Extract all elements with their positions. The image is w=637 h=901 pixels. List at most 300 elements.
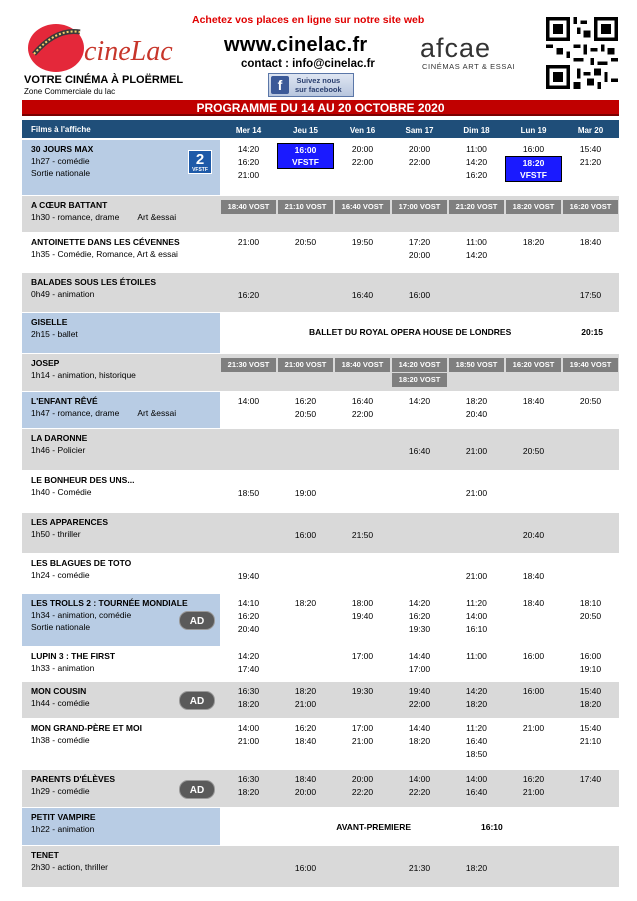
day-cell xyxy=(220,392,277,428)
showtime[interactable]: 18:40 xyxy=(522,571,545,581)
day-cell xyxy=(562,233,619,272)
film-info xyxy=(22,770,220,807)
showtime[interactable]: 16:20 xyxy=(294,396,317,406)
spacer xyxy=(220,474,277,487)
day-cell xyxy=(505,140,562,195)
showtime[interactable]: 14:40 xyxy=(408,723,431,733)
film-title[interactable]: LA DARONNE xyxy=(31,433,88,443)
film-duration-genre: 1h33 - animation xyxy=(31,663,95,673)
film-title[interactable]: JOSEP xyxy=(31,358,60,368)
showtime[interactable]: 20:00 xyxy=(408,250,431,260)
showtime[interactable]: 16:00 xyxy=(522,651,545,661)
showtime[interactable]: 18:40 xyxy=(294,736,317,746)
film-details xyxy=(31,734,220,746)
day-cell xyxy=(391,140,448,195)
showtime[interactable]: 20:00 xyxy=(294,787,317,797)
showtime[interactable]: 22:20 xyxy=(408,787,431,797)
film-row xyxy=(22,647,619,682)
film-details xyxy=(31,248,220,260)
day-cell xyxy=(505,770,562,807)
showtime[interactable]: 16:40 xyxy=(351,396,374,406)
showtime[interactable]: 17:40 xyxy=(579,774,602,784)
facebook-icon: f xyxy=(271,76,289,94)
day-cell xyxy=(277,273,334,312)
day-cell xyxy=(334,846,391,887)
day-cell xyxy=(334,594,391,646)
showtime[interactable]: 16:20 xyxy=(408,611,431,621)
day-cell xyxy=(220,354,277,391)
day-cell xyxy=(505,429,562,470)
showtime[interactable]: 22:00 xyxy=(351,409,374,419)
showtime[interactable]: 21:00 xyxy=(237,170,260,180)
showtime[interactable]: 22:00 xyxy=(408,157,431,167)
showtime[interactable]: 14:00 xyxy=(465,774,488,784)
showtime[interactable]: 22:00 xyxy=(408,699,431,709)
showtime[interactable]: 15:40 xyxy=(579,686,602,696)
day-cell xyxy=(220,196,277,232)
day-cell xyxy=(448,233,505,272)
showtime[interactable]: 16:20 xyxy=(522,774,545,784)
film-row xyxy=(22,354,619,392)
film-duration-genre: 1h34 - animation, comédie xyxy=(31,610,132,620)
showtime-vost[interactable]: 16:40 VOST xyxy=(335,200,390,214)
showtime[interactable]: 14:00 xyxy=(465,611,488,621)
showtime[interactable]: 14:00 xyxy=(237,723,260,733)
day-cell xyxy=(391,273,448,312)
film-duration-genre: 2h30 - action, thriller xyxy=(31,862,109,872)
showtime[interactable]: 16:30 xyxy=(237,686,260,696)
day-cell xyxy=(448,719,505,769)
film-info xyxy=(22,719,220,769)
day-cell xyxy=(562,392,619,428)
day-cell xyxy=(562,594,619,646)
header-day: Dim 18 xyxy=(463,126,490,135)
spacer xyxy=(562,276,619,289)
showtime[interactable]: 18:20 xyxy=(237,787,260,797)
day-cell xyxy=(448,770,505,807)
day-cell xyxy=(220,647,277,681)
day-cell xyxy=(505,719,562,769)
showtime[interactable]: 22:00 xyxy=(351,157,374,167)
showtime[interactable]: 16:10 xyxy=(465,624,488,634)
showtime[interactable]: 18:50 xyxy=(237,488,260,498)
showtime[interactable]: 11:00 xyxy=(466,651,487,661)
film-title[interactable]: PARENTS D'ÉLÈVES xyxy=(31,774,116,784)
film-details xyxy=(31,861,220,873)
day-cell xyxy=(448,273,505,312)
showtime[interactable]: 20:50 xyxy=(579,611,602,621)
showtime[interactable]: 14:20 xyxy=(465,686,488,696)
showtime[interactable]: 20:15 xyxy=(581,327,603,337)
film-row xyxy=(22,846,619,888)
showtime[interactable]: 16:20 xyxy=(237,157,260,167)
showtime-vost[interactable]: 18:20 VOST xyxy=(392,373,447,387)
film-duration-genre: 1h44 - comédie xyxy=(31,698,90,708)
contact-email[interactable]: contact : info@cinelac.fr xyxy=(241,58,375,70)
showtime[interactable]: 14:00 xyxy=(408,774,431,784)
film-row xyxy=(22,392,619,429)
day-cell xyxy=(505,196,562,232)
showtime[interactable]: 20:40 xyxy=(465,409,488,419)
showtime[interactable]: 19:00 xyxy=(294,488,317,498)
day-cell xyxy=(505,554,562,593)
showtime-vost[interactable]: 21:10 VOST xyxy=(278,200,333,214)
showtime[interactable]: 19:30 xyxy=(408,624,431,634)
showtime[interactable]: 17:20 xyxy=(408,237,431,247)
day-cell xyxy=(562,471,619,512)
showtime[interactable]: 21:10 xyxy=(579,736,602,746)
showtime[interactable]: 17:40 xyxy=(237,664,260,674)
day-cell xyxy=(391,429,448,470)
film-title[interactable]: LES BLAGUES DE TOTO xyxy=(31,558,132,568)
programme-table xyxy=(22,120,619,888)
day-cell xyxy=(220,682,277,718)
film-row xyxy=(22,682,619,719)
showtime[interactable]: 14:10 xyxy=(237,598,260,608)
qr-code[interactable] xyxy=(546,17,618,89)
showtime[interactable]: 16:10 xyxy=(481,822,503,832)
spacer xyxy=(448,432,505,445)
showtime[interactable]: 20:50 xyxy=(579,396,602,406)
day-cell xyxy=(505,647,562,681)
film-duration-genre: 1h38 - comédie xyxy=(31,735,90,745)
showtime[interactable]: 16:00 xyxy=(522,686,545,696)
cinelac-logo xyxy=(24,18,184,74)
showtime[interactable]: 20:00 xyxy=(351,774,374,784)
day-cell xyxy=(277,471,334,512)
day-cell xyxy=(220,770,277,807)
showtime-vost[interactable]: 16:20 VOST xyxy=(563,200,618,214)
spacer xyxy=(391,849,448,862)
day-cell xyxy=(448,647,505,681)
day-cell xyxy=(220,513,277,553)
showtime[interactable]: 18:20 xyxy=(522,237,545,247)
showtime[interactable]: 17:00 xyxy=(351,723,374,733)
showtime[interactable]: 16:40 xyxy=(465,787,488,797)
day-cell xyxy=(391,719,448,769)
film-duration-genre: 1h22 - animation xyxy=(31,824,95,834)
showtime[interactable]: 18:40 xyxy=(294,774,317,784)
showtime[interactable]: 19:30 xyxy=(351,686,374,696)
film-info xyxy=(22,313,220,353)
showtime[interactable]: 16:40 xyxy=(465,736,488,746)
day-cell xyxy=(448,471,505,512)
showtime[interactable]: 17:50 xyxy=(579,290,602,300)
website-url[interactable]: www.cinelac.fr xyxy=(224,34,368,56)
showtime-vost[interactable]: 18:50 VOST xyxy=(449,358,504,372)
showtime[interactable]: 11:20 xyxy=(466,723,487,733)
showtime-vost[interactable]: 21:30 VOST xyxy=(221,358,276,372)
showtime[interactable]: 20:00 xyxy=(351,144,374,154)
afcae-tagline: CINÉMAS ART & ESSAI xyxy=(422,62,516,71)
showtime[interactable]: 16:00 xyxy=(294,863,317,873)
film-row xyxy=(22,196,619,233)
showtime[interactable]: 16:20 xyxy=(237,611,260,621)
day-cell xyxy=(391,846,448,887)
film-duration-genre: 0h49 - animation xyxy=(31,289,95,299)
showtime[interactable]: 16:20 xyxy=(237,290,260,300)
showtime[interactable]: 16:00 xyxy=(408,290,431,300)
day-cell xyxy=(277,682,334,718)
day-cell xyxy=(505,392,562,428)
film-title[interactable]: PETIT VAMPIRE xyxy=(31,812,96,822)
film-title[interactable]: GISELLE xyxy=(31,317,68,327)
showtime[interactable]: 18:20 xyxy=(465,396,488,406)
day-cell xyxy=(562,429,619,470)
header-day: Sam 17 xyxy=(405,126,434,135)
showtime[interactable]: 21:00 xyxy=(465,446,488,456)
day-cell xyxy=(334,196,391,232)
film-details xyxy=(31,369,220,381)
showtime[interactable]: 22:20 xyxy=(351,787,374,797)
film-title[interactable]: 30 JOURS MAX xyxy=(31,144,94,154)
film-title[interactable]: MON COUSIN xyxy=(31,686,87,696)
spacer xyxy=(391,432,448,445)
day-cell xyxy=(277,392,334,428)
showtime-vost[interactable]: 21:20 VOST xyxy=(449,200,504,214)
day-cell xyxy=(505,682,562,718)
showtime[interactable]: 19:40 xyxy=(408,686,431,696)
day-cell xyxy=(334,471,391,512)
film-row xyxy=(22,471,619,513)
film-row xyxy=(22,719,619,770)
film-info xyxy=(22,513,220,553)
film-info xyxy=(22,273,220,312)
film-title[interactable]: L'ENFANT RÊVÉ xyxy=(31,396,98,406)
showtime[interactable]: 16:40 xyxy=(408,446,431,456)
showtime[interactable]: 21:00 xyxy=(294,699,317,709)
day-cell xyxy=(562,647,619,681)
showtime[interactable]: 16:00 xyxy=(579,651,602,661)
film-title[interactable]: LUPIN 3 : THE FIRST xyxy=(31,651,116,661)
day-cell xyxy=(562,354,619,391)
day-cell xyxy=(220,471,277,512)
film-duration-genre: 2h15 - ballet xyxy=(31,329,78,339)
showtime[interactable]: 16:00 xyxy=(294,530,317,540)
showtime[interactable]: 18:20 xyxy=(465,699,488,709)
day-cell xyxy=(277,513,334,553)
showtime[interactable]: 17:00 xyxy=(351,651,374,661)
showtime[interactable]: 18:20 xyxy=(294,598,317,608)
showtime[interactable]: 16:20 xyxy=(465,170,488,180)
film-info xyxy=(22,392,220,428)
film-duration-genre: 1h40 - Comédie xyxy=(31,487,92,497)
film-title[interactable]: LE BONHEUR DES UNS... xyxy=(31,475,135,485)
day-cell xyxy=(562,196,619,232)
special-event-text: BALLET DU ROYAL OPERA HOUSE DE LONDRES xyxy=(308,327,512,337)
showtime[interactable]: 11:00 xyxy=(466,237,487,247)
showtime[interactable]: 18:20 xyxy=(237,699,260,709)
showtime-vost[interactable]: 16:20 VOST xyxy=(506,358,561,372)
film-row xyxy=(22,513,619,554)
day-cell xyxy=(448,196,505,232)
showtime[interactable]: 20:50 xyxy=(294,409,317,419)
showtime[interactable]: 21:00 xyxy=(237,237,260,247)
day-cell xyxy=(277,594,334,646)
day-cell xyxy=(334,513,391,553)
day-cell xyxy=(562,770,619,807)
special-event-text: AVANT-PREMIERE xyxy=(336,822,412,832)
showtime[interactable]: 21:00 xyxy=(522,723,545,733)
release-note: Sortie nationale xyxy=(31,622,91,632)
facebook-label-1: Suivez nous xyxy=(296,76,341,85)
film-duration-genre: 1h30 - romance, drame xyxy=(31,212,120,222)
day-cell xyxy=(505,273,562,312)
showtime[interactable]: 17:00 xyxy=(408,664,431,674)
film-details xyxy=(31,486,220,498)
day-cell xyxy=(562,513,619,553)
showtime[interactable]: 16:30 xyxy=(237,774,260,784)
film-row xyxy=(22,313,619,354)
showtime[interactable]: 18:00 xyxy=(351,598,374,608)
film-info xyxy=(22,647,220,681)
showtime[interactable]: 20:00 xyxy=(408,144,431,154)
programme-banner: PROGRAMME DU 14 AU 20 OCTOBRE 2020 xyxy=(22,100,619,116)
spacer xyxy=(448,474,505,487)
showtime[interactable]: 14:00 xyxy=(237,396,260,406)
showtime-vost[interactable]: 21:00 VOST xyxy=(278,358,333,372)
showtime[interactable]: 16:20 xyxy=(294,723,317,733)
day-cell xyxy=(334,354,391,391)
online-tickets-notice: Achetez vos places en ligne sur notre site web xyxy=(192,14,425,26)
showtime[interactable]: 18:50 xyxy=(465,749,488,759)
film-info xyxy=(22,429,220,470)
day-cell xyxy=(334,392,391,428)
facebook-button[interactable] xyxy=(268,73,354,97)
film-title[interactable]: A CŒUR BATTANT xyxy=(31,200,108,210)
film-duration-genre: 1h35 - Comédie, Romance, Art & essai xyxy=(31,249,178,259)
showtime[interactable]: 14:40 xyxy=(408,651,431,661)
showtime[interactable]: 18:20 xyxy=(465,863,488,873)
audio-description-icon: AD xyxy=(179,780,215,799)
film-title[interactable]: BALADES SOUS LES ÉTOILES xyxy=(31,277,157,287)
vfstf-icon xyxy=(188,150,212,174)
film-info xyxy=(22,594,220,646)
showtime[interactable]: 18:20 xyxy=(579,699,602,709)
showtime[interactable]: 15:40 xyxy=(579,723,602,733)
spacer xyxy=(505,432,562,445)
showtime[interactable]: 19:40 xyxy=(237,571,260,581)
day-cell xyxy=(277,719,334,769)
film-duration-genre: 1h24 - comédie xyxy=(31,570,90,580)
showtime-vost[interactable]: 18:40 VOST xyxy=(335,358,390,372)
logo-text: cineLac xyxy=(84,36,173,67)
day-cell xyxy=(448,429,505,470)
showtime[interactable]: 14:20 xyxy=(237,144,260,154)
showtime[interactable]: 20:40 xyxy=(237,624,260,634)
showtime[interactable]: 11:20 xyxy=(466,598,487,608)
facebook-label-2: sur facebook xyxy=(295,85,342,94)
showtime[interactable]: 21:50 xyxy=(351,530,374,540)
showtime[interactable]: 21:20 xyxy=(579,157,602,167)
showtime[interactable]: 11:00 xyxy=(466,144,487,154)
film-title[interactable]: ANTOINETTE DANS LES CÉVENNES xyxy=(31,237,180,247)
film-row xyxy=(22,429,619,471)
showtime[interactable]: 20:50 xyxy=(294,237,317,247)
showtime[interactable]: 21:00 xyxy=(351,736,374,746)
showtime[interactable]: 18:10 xyxy=(579,598,602,608)
showtime[interactable]: 19:50 xyxy=(351,237,374,247)
showtime[interactable]: 16:40 xyxy=(351,290,374,300)
day-cell xyxy=(220,429,277,470)
showtime[interactable]: 18:20 xyxy=(408,736,431,746)
header-day: Mar 20 xyxy=(577,126,604,135)
film-info xyxy=(22,554,220,593)
showtime[interactable]: 18:40 xyxy=(522,598,545,608)
film-details xyxy=(31,407,220,419)
showtime[interactable]: 21:00 xyxy=(465,488,488,498)
film-title[interactable]: MON GRAND-PÈRE ET MOI xyxy=(31,723,142,733)
day-cell xyxy=(562,719,619,769)
showtime[interactable]: 16:00 xyxy=(522,144,545,154)
showtime[interactable]: 18:20 xyxy=(294,686,317,696)
film-row xyxy=(22,233,619,273)
film-info xyxy=(22,140,220,195)
showtime[interactable]: 18:40 xyxy=(522,396,545,406)
showtime-highlight[interactable]: 16:00 VFSTF xyxy=(277,143,334,169)
day-cell xyxy=(391,594,448,646)
film-info xyxy=(22,682,220,718)
showtime[interactable]: 14:20 xyxy=(408,598,431,608)
film-title[interactable]: TENET xyxy=(31,850,59,860)
showtime[interactable]: 21:00 xyxy=(465,571,488,581)
showtime[interactable]: 21:00 xyxy=(522,787,545,797)
showtime[interactable]: 21:30 xyxy=(408,863,431,873)
film-duration-genre: 1h29 - comédie xyxy=(31,786,90,796)
day-cell xyxy=(220,273,277,312)
showtime[interactable]: 14:20 xyxy=(465,250,488,260)
day-cell xyxy=(505,594,562,646)
day-cell xyxy=(448,354,505,391)
day-cell xyxy=(277,846,334,887)
showtime[interactable]: 14:20 xyxy=(408,396,431,406)
film-info xyxy=(22,471,220,512)
day-cell xyxy=(391,770,448,807)
day-cell xyxy=(448,846,505,887)
showtime-vost[interactable]: 18:40 VOST xyxy=(221,200,276,214)
spacer xyxy=(277,474,334,487)
showtime[interactable]: 18:40 xyxy=(579,237,602,247)
showtime[interactable]: 14:20 xyxy=(465,157,488,167)
showtime[interactable]: 14:20 xyxy=(237,651,260,661)
showtime[interactable]: 21:00 xyxy=(237,736,260,746)
showtime-wrap xyxy=(277,143,334,167)
showtime[interactable]: 15:40 xyxy=(579,144,602,154)
film-details xyxy=(31,211,220,223)
showtime[interactable]: 19:40 xyxy=(351,611,374,621)
art-essai-tag: Art &essai xyxy=(137,212,177,222)
showtime[interactable]: 20:50 xyxy=(522,446,545,456)
showtime-vost[interactable]: 17:00 VOST xyxy=(392,200,447,214)
film-title[interactable]: LES APPARENCES xyxy=(31,517,108,527)
showtime-vost[interactable]: 19:40 VOST xyxy=(563,358,618,372)
special-event-label xyxy=(220,313,619,353)
film-row xyxy=(22,594,619,647)
day-cell xyxy=(391,682,448,718)
header-day: Mer 14 xyxy=(235,126,262,135)
film-duration-genre: 1h27 - comédie xyxy=(31,156,90,166)
showtime-vost[interactable]: 18:20 VOST xyxy=(506,200,561,214)
spacer xyxy=(448,849,505,862)
day-cell xyxy=(448,682,505,718)
showtime-highlight[interactable]: 18:20 VFSTF xyxy=(505,156,562,182)
showtime[interactable]: 19:10 xyxy=(579,664,602,674)
showtime-vost[interactable]: 14:20 VOST xyxy=(392,358,447,372)
showtime[interactable]: 20:40 xyxy=(522,530,545,540)
day-cell xyxy=(505,513,562,553)
film-title[interactable]: LES TROLLS 2 : TOURNÉE MONDIALE xyxy=(31,598,188,608)
day-cell xyxy=(505,354,562,391)
